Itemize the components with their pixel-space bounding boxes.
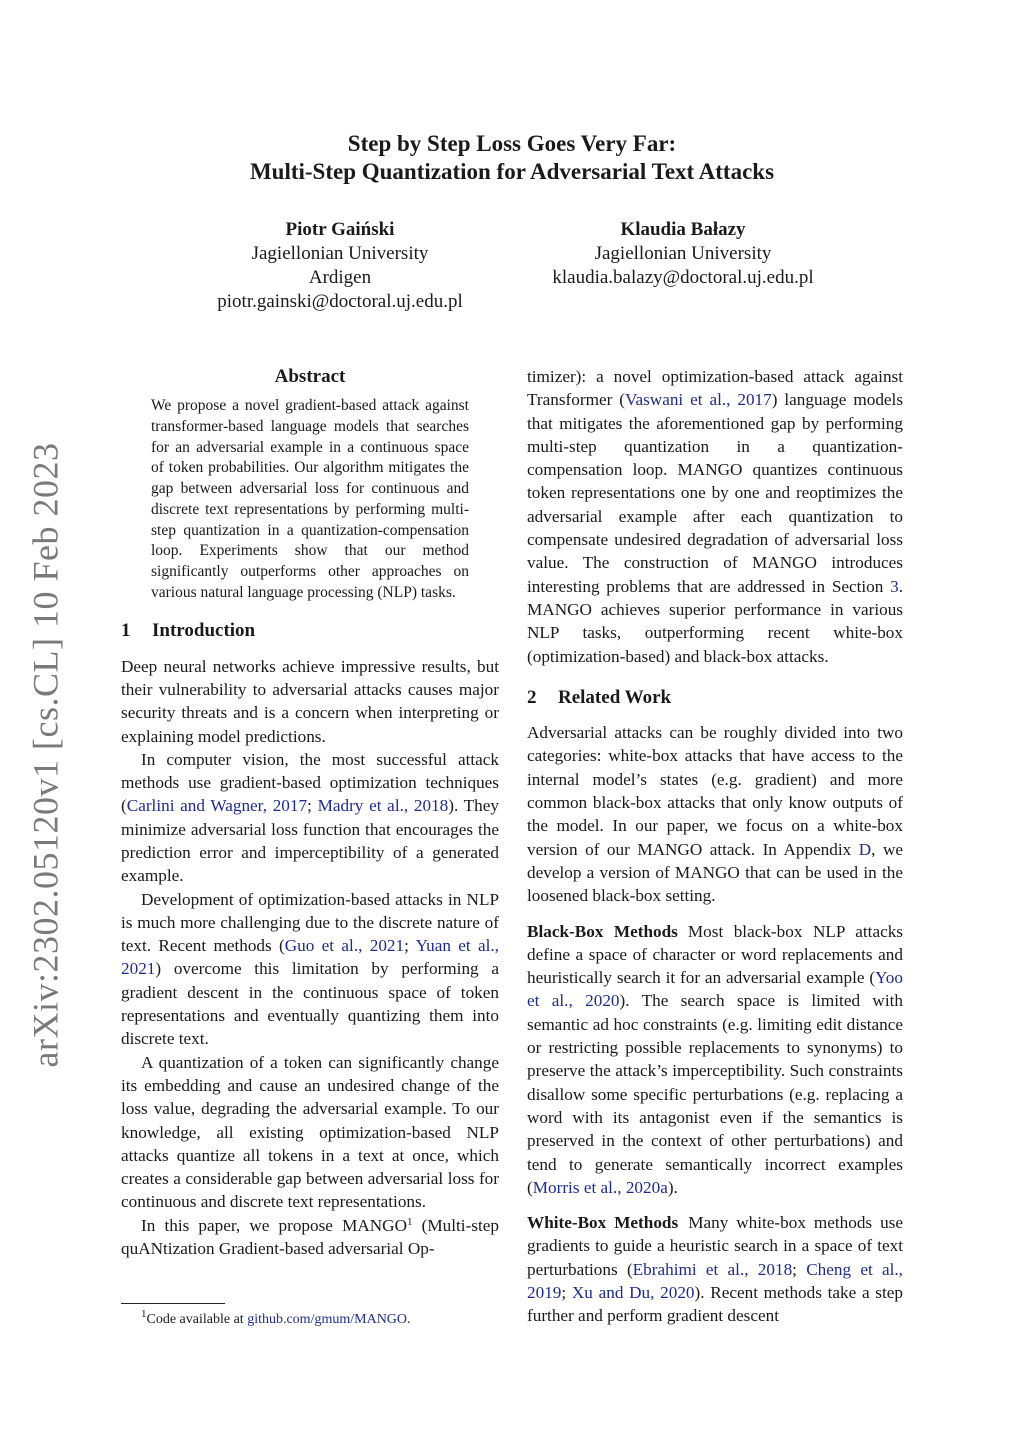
section-heading-related-work xyxy=(527,686,903,709)
paragraph: timizer): a novel optimization-based attack against Transformer (Vaswani et al., 2017) language models that mitigates the aforementioned gap by performing multi-step quantization in a quantization-compensation loop. MANGO quantizes continuous token representations one by one and reoptimizes the adversarial example after each quantization to compensate undesired degradation of adversarial loss value. The construction of MANGO introduces interesting problems that are addressed in Section 3. MANGO achieves superior performance in various NLP tasks, outperforming recent white-box (optimization-based) and black-box attacks. xyxy=(527,367,904,666)
citation-link[interactable]: Vaswani et al., 2017 xyxy=(624,390,772,410)
citation-link[interactable]: Xu and Du, 2020 xyxy=(571,1282,695,1302)
footnote-number: 1 xyxy=(141,1308,147,1320)
arxiv-stamp xyxy=(20,442,70,1068)
citation-link[interactable]: Morris et al., 2020a xyxy=(532,1177,668,1197)
paragraph-heading: Black-Box Methods xyxy=(527,921,678,941)
author-email: klaudia.balazy@doctoral.uj.edu.pl xyxy=(552,267,814,288)
author-name: Piotr Gaiński xyxy=(285,219,395,240)
appendix-ref-link[interactable]: D xyxy=(858,839,872,859)
right-column xyxy=(527,365,903,1328)
arxiv-id: arXiv:2302.05120v1 [cs.CL] 10 Feb 2023 xyxy=(25,442,65,1068)
citation-link[interactable]: Yuan et al., 2021 xyxy=(121,936,499,979)
footnote: $^1$Code available at github.com/gmum/MANGO. xyxy=(141,1308,411,1327)
author-affiliation: Ardigen xyxy=(308,267,372,288)
paragraph: A quantization of a token can significantly change its embedding and cause an undesired change of the loss value, degrading the adversarial example. To our knowledge, all existing optimization-based NLP attacks quantize all tokens in a text at once, which creates a considerable gap between adversarial loss for continuous and discrete text representations. xyxy=(121,1052,499,1212)
author-affiliation: Jagiellonian University xyxy=(594,243,772,264)
citation-link[interactable]: Ebrahimi et al., 2018 xyxy=(632,1259,793,1279)
citation-link[interactable]: Madry et al., 2018 xyxy=(317,796,449,816)
section-heading-introduction xyxy=(121,619,499,642)
section-ref-link[interactable]: 3 xyxy=(890,576,899,596)
author-block-1 xyxy=(190,218,490,314)
paragraph: In computer vision, the most successful attack methods use gradient-based optimization techniques (Carlini and Wagner, 2017; Madry et al., 2018). They minimize adversarial loss function that encourages the prediction error and imperceptibility of a generated example. xyxy=(121,749,499,886)
author-name: Klaudia Bałazy xyxy=(620,219,746,240)
paragraph: Development of optimization-based attacks in NLP is much more challenging due to the discrete nature of text. Recent methods (Guo et al., 2021; Yuan et al., 2021) overcome this limitation by performing a gradient descent in the continuous space of token representations and eventually quantizing them into discrete text. xyxy=(121,889,499,1049)
paragraph: In this paper, we propose MANGO$^1$ (Multi-step quANtization Gradient-based adversarial Op- xyxy=(121,1215,499,1259)
section-number: 2 xyxy=(527,686,537,708)
author-block-2 xyxy=(520,218,846,290)
citation-link[interactable]: Carlini and Wagner, 2017 xyxy=(126,796,308,816)
abstract-text: We propose a novel gradient-based attack against transformer-based language models that searches for an adversarial example in a continuous space of token probabilities. Our algorithm mitigates the gap between adversarial loss for continuous and discrete text representations by performing multi-step quantization in a quantization-compensation loop. Experiments show that our method significantly outperforms other approaches on various natural language processing (NLP) tasks. xyxy=(151,397,469,601)
left-column xyxy=(121,365,499,1260)
author-email: piotr.gainski@doctoral.uj.edu.pl xyxy=(217,291,463,312)
author-affiliation: Jagiellonian University xyxy=(251,243,429,264)
title-line-1: Step by Step Loss Goes Very Far: xyxy=(347,131,677,156)
paragraph: Deep neural networks achieve impressive results, but their vulnerability to adversarial attacks causes major security threats and is a concern when interpreting or explaining model predictions. xyxy=(121,656,499,746)
section-title: Related Work xyxy=(558,686,672,708)
paragraph: Adversarial attacks can be roughly divided into two categories: white-box attacks that have access to the internal model’s states (e.g. gradient) and more common black-box attacks that only know outputs of the model. In our paper, we focus on a white-box version of our MANGO attack. In Appendix D, we develop a version of MANGO that can be used in the loosened black-box setting. xyxy=(527,723,903,906)
abstract-heading: Abstract xyxy=(274,366,346,387)
paragraph-heading: White-Box Methods xyxy=(527,1213,679,1233)
section-title: Introduction xyxy=(152,620,256,642)
citation-link[interactable]: Yoo et al., 2020 xyxy=(527,968,903,1011)
paragraph-black-box: Black-Box Methods Most black-box NLP attacks define a space of character or word replacements and heuristically search it for an adversarial example (Yoo et al., 2020). The search space is limited with semantic ad hoc constraints (e.g. limiting edit distance or restricting possible replacements to synonyms) to preserve the attack’s imperceptibility. Such constraints disallow some specific perturbations (e.g. replacing a word with its antagonist even if the semantics is preserved in the context of other perturbations) and tend to generate semantically incorrect examples (Morris et al., 2020a). xyxy=(527,921,903,1197)
paper-title xyxy=(0,130,1024,186)
section-number: 1 xyxy=(121,620,131,642)
footnote-rule xyxy=(121,1303,225,1304)
footnote-marker[interactable]: 1 xyxy=(407,1215,413,1228)
citation-link[interactable]: Cheng et al., 2019 xyxy=(527,1259,903,1302)
paragraph-white-box: White-Box Methods Many white-box methods use gradients to guide a heuristic search in a space of text perturbations (Ebrahimi et al., 2018; Cheng et al., 2019; Xu and Du, 2020). Recent methods take a step further and perform gradient descent xyxy=(527,1213,903,1326)
title-line-2: Multi-Step Quantization for Adversarial Text Attacks xyxy=(249,159,775,184)
citation-link[interactable]: Guo et al., 2021 xyxy=(284,936,405,956)
github-link[interactable]: github.com/gmum/MANGO xyxy=(247,1312,408,1327)
